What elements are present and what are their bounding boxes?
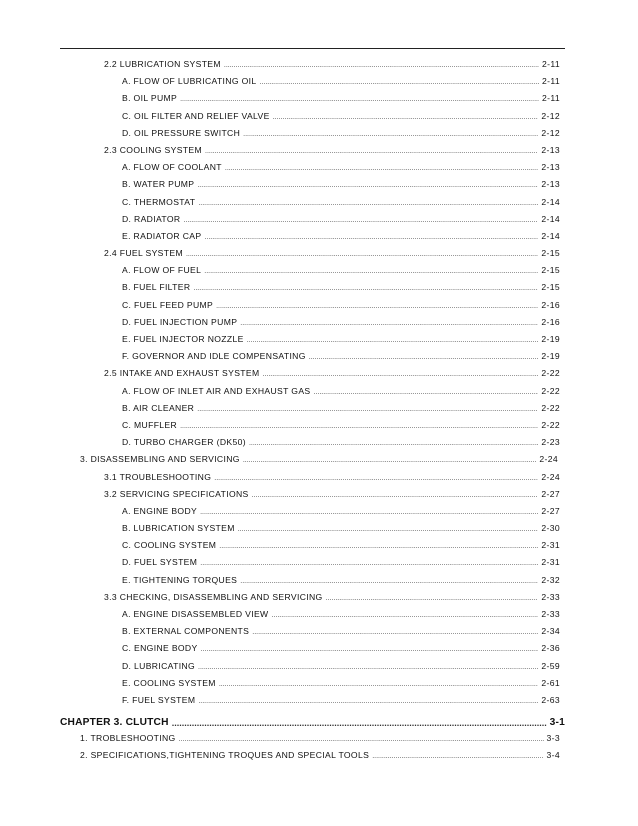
toc-page-number: 2-14 — [541, 213, 560, 224]
table-of-contents — [0, 59, 638, 768]
toc-entry — [0, 162, 638, 179]
toc-page-number: 2-24 — [539, 454, 558, 465]
toc-entry-title: A. ENGINE BODY — [122, 505, 198, 516]
toc-page-number: 2-31 — [541, 540, 560, 551]
toc-entry-title: 2.3 COOLING SYSTEM — [104, 144, 202, 155]
toc-page-number: 2-32 — [541, 574, 560, 585]
dot-leader — [243, 457, 537, 464]
toc-page-number: 2-30 — [541, 523, 560, 534]
dot-leader — [372, 753, 543, 760]
dot-leader — [214, 475, 538, 482]
dot-leader — [224, 62, 539, 69]
toc-entry — [0, 643, 638, 660]
toc-entry — [0, 609, 638, 626]
dot-leader — [198, 200, 538, 207]
toc-entry-title: C. OIL FILTER AND RELIEF VALVE — [122, 110, 270, 121]
dot-leader — [193, 285, 538, 292]
toc-entry-title: E. RADIATOR CAP — [122, 230, 202, 241]
dot-leader — [240, 578, 538, 585]
toc-entry — [0, 76, 638, 93]
toc-entry — [0, 145, 638, 162]
toc-entry-title: C. COOLING SYSTEM — [122, 540, 217, 551]
toc-entry-title: D. FUEL INJECTION PUMP — [122, 316, 238, 327]
toc-entry-title: F. FUEL SYSTEM — [122, 694, 196, 705]
toc-entry-title: 2.4 FUEL SYSTEM — [104, 248, 183, 259]
toc-entry — [0, 59, 638, 76]
toc-entry — [0, 472, 638, 489]
toc-page-number: 2-24 — [541, 471, 560, 482]
toc-page-number: 3-1 — [549, 717, 565, 729]
toc-entry-title: E. FUEL INJECTOR NOZZLE — [122, 334, 244, 344]
toc-entry — [0, 661, 638, 678]
toc-chapter-heading — [0, 712, 638, 733]
toc-entry-title: B. EXTERNAL COMPONENTS — [122, 626, 250, 637]
toc-entry-title: A. FLOW OF FUEL — [122, 265, 202, 276]
toc-entry-title: C. FUEL FEED PUMP — [122, 299, 214, 310]
toc-page-number: 2-19 — [541, 351, 560, 362]
toc-page-number: 2-15 — [541, 248, 560, 259]
toc-entry — [0, 300, 638, 317]
toc-entry-title: A. FLOW OF LUBRICATING OIL — [122, 76, 257, 87]
toc-entry — [0, 557, 638, 574]
dot-leader — [204, 234, 538, 241]
toc-page-number: 2-14 — [541, 196, 560, 207]
toc-entry-title: B. AIR CLEANER — [122, 402, 195, 413]
dot-leader — [273, 114, 539, 121]
toc-entry — [0, 214, 638, 231]
toc-page-number: 2-11 — [542, 59, 560, 69]
toc-entry-title: 2.2 LUBRICATION SYSTEM — [104, 59, 221, 69]
toc-entry — [0, 93, 638, 110]
dot-leader — [201, 646, 539, 653]
dot-leader — [252, 492, 539, 499]
toc-page-number: 2-14 — [541, 230, 560, 241]
toc-page-number: 3-4 — [546, 750, 560, 761]
toc-page-number: 2-63 — [541, 694, 560, 705]
toc-entry — [0, 111, 638, 128]
dot-leader — [249, 440, 538, 447]
toc-entry — [0, 733, 638, 750]
dot-leader — [204, 268, 538, 275]
toc-entry-title: 2. SPECIFICATIONS,TIGHTENING TROQUES AND SPECIAL TOOLS — [80, 750, 370, 761]
dot-leader — [198, 698, 538, 705]
toc-entry — [0, 317, 638, 334]
toc-entry-title: C. ENGINE BODY — [122, 643, 198, 654]
toc-page-number: 2-16 — [541, 316, 560, 327]
toc-entry-title: D. LUBRICATING — [122, 660, 196, 671]
dot-leader — [263, 371, 539, 378]
dot-leader — [198, 664, 538, 671]
toc-page-number: 2-59 — [541, 660, 560, 671]
toc-page-number: 2-36 — [541, 643, 560, 654]
toc-page-number: 2-22 — [541, 419, 560, 430]
toc-entry-title: 3.1 TROUBLESHOOTING — [104, 471, 212, 482]
toc-entry-title: D. OIL PRESSURE SWITCH — [122, 127, 241, 138]
toc-entry-title: 1. TROBLESHOOTING — [80, 733, 176, 744]
dot-leader — [225, 165, 539, 172]
dot-leader — [243, 131, 538, 138]
dot-leader — [186, 251, 538, 258]
toc-page-number: 2-12 — [541, 127, 560, 138]
toc-page-number: 2-31 — [541, 557, 560, 568]
dot-leader — [197, 406, 538, 413]
toc-entry — [0, 678, 638, 695]
toc-entry — [0, 626, 638, 643]
toc-entry-title: 3.2 SERVICING SPECIFICATIONS — [104, 488, 249, 499]
toc-entry-title: 3. DISASSEMBLING AND SERVICING — [80, 454, 240, 465]
toc-entry-title: D. FUEL SYSTEM — [122, 557, 198, 568]
toc-page-number: 3-3 — [546, 733, 560, 744]
toc-entry — [0, 575, 638, 592]
toc-page-number: 2-19 — [541, 334, 560, 344]
toc-entry-title: CHAPTER 3. CLUTCH — [60, 717, 169, 729]
toc-entry — [0, 351, 638, 368]
dot-leader — [205, 148, 538, 155]
toc-page-number: 2-13 — [541, 179, 560, 190]
dot-leader — [180, 423, 538, 430]
toc-page-number: 2-33 — [541, 591, 560, 602]
toc-entry-title: D. TURBO CHARGER (DK50) — [122, 437, 246, 448]
toc-page-number: 2-11 — [542, 76, 560, 87]
dot-leader — [252, 629, 538, 636]
toc-entry-title: C. MUFFLER — [122, 419, 178, 430]
toc-page-number: 2-15 — [541, 265, 560, 276]
dot-leader — [272, 612, 539, 619]
toc-entry-title: 3.3 CHECKING, DISASSEMBLING AND SERVICING — [104, 591, 323, 602]
toc-entry — [0, 523, 638, 540]
dot-leader — [200, 560, 538, 567]
toc-entry — [0, 368, 638, 385]
toc-page-number: 2-61 — [541, 677, 560, 688]
toc-entry — [0, 197, 638, 214]
toc-entry-title: A. FLOW OF COOLANT — [122, 162, 222, 173]
toc-page-number: 2-13 — [541, 144, 560, 155]
dot-leader — [172, 718, 547, 728]
toc-entry — [0, 750, 638, 767]
toc-entry — [0, 437, 638, 454]
toc-entry — [0, 265, 638, 282]
toc-page-number: 2-23 — [541, 437, 560, 448]
toc-entry-title: F. GOVERNOR AND IDLE COMPENSATING — [122, 351, 306, 362]
toc-entry-title: B. WATER PUMP — [122, 179, 195, 190]
dot-leader — [260, 79, 540, 86]
toc-entry-title: B. OIL PUMP — [122, 93, 178, 104]
dot-leader — [326, 595, 539, 602]
toc-entry — [0, 248, 638, 265]
toc-entry-title: C. THERMOSTAT — [122, 196, 196, 207]
toc-entry — [0, 128, 638, 145]
toc-page-number: 2-11 — [542, 93, 560, 104]
toc-entry-title: D. RADIATOR — [122, 213, 181, 224]
dot-leader — [183, 217, 538, 224]
dot-leader — [219, 681, 539, 688]
dot-leader — [216, 303, 538, 310]
toc-entry — [0, 282, 638, 299]
toc-page-number: 2-16 — [541, 299, 560, 310]
dot-leader — [219, 543, 538, 550]
toc-entry — [0, 454, 638, 471]
toc-entry-title: 2.5 INTAKE AND EXHAUST SYSTEM — [104, 368, 260, 379]
toc-page-number: 2-22 — [541, 368, 560, 379]
toc-entry — [0, 231, 638, 248]
dot-leader — [240, 320, 538, 327]
toc-entry — [0, 179, 638, 196]
toc-entry — [0, 592, 638, 609]
toc-page-number: 2-27 — [541, 505, 560, 516]
toc-entry-title: A. FLOW OF INLET AIR AND EXHAUST GAS — [122, 385, 311, 396]
toc-entry-title: B. LUBRICATION SYSTEM — [122, 523, 235, 534]
toc-page-number: 2-33 — [541, 609, 560, 619]
dot-leader — [179, 736, 544, 743]
toc-entry-title: A. ENGINE DISASSEMBLED VIEW — [122, 609, 269, 619]
dot-leader — [180, 96, 539, 103]
toc-page-number: 2-27 — [541, 488, 560, 499]
dot-leader — [238, 526, 539, 533]
toc-page-number: 2-13 — [541, 162, 560, 173]
toc-entry — [0, 695, 638, 712]
toc-page-number: 2-15 — [541, 282, 560, 293]
toc-page-number: 2-12 — [541, 110, 560, 121]
toc-page-number: 2-34 — [541, 626, 560, 637]
toc-entry — [0, 334, 638, 351]
dot-leader — [200, 509, 538, 516]
toc-entry — [0, 386, 638, 403]
toc-entry-title: B. FUEL FILTER — [122, 282, 191, 293]
dot-leader — [314, 389, 539, 396]
toc-page-number: 2-22 — [541, 402, 560, 413]
header-rule — [60, 48, 565, 49]
toc-entry — [0, 403, 638, 420]
dot-leader — [247, 337, 539, 344]
toc-entry — [0, 506, 638, 523]
dot-leader — [309, 354, 539, 361]
toc-page-number: 2-22 — [541, 385, 560, 396]
toc-entry-title: E. TIGHTENING TORQUES — [122, 574, 238, 585]
toc-entry — [0, 540, 638, 557]
toc-entry-title: E. COOLING SYSTEM — [122, 677, 216, 688]
dot-leader — [197, 182, 538, 189]
toc-entry — [0, 489, 638, 506]
toc-entry — [0, 420, 638, 437]
